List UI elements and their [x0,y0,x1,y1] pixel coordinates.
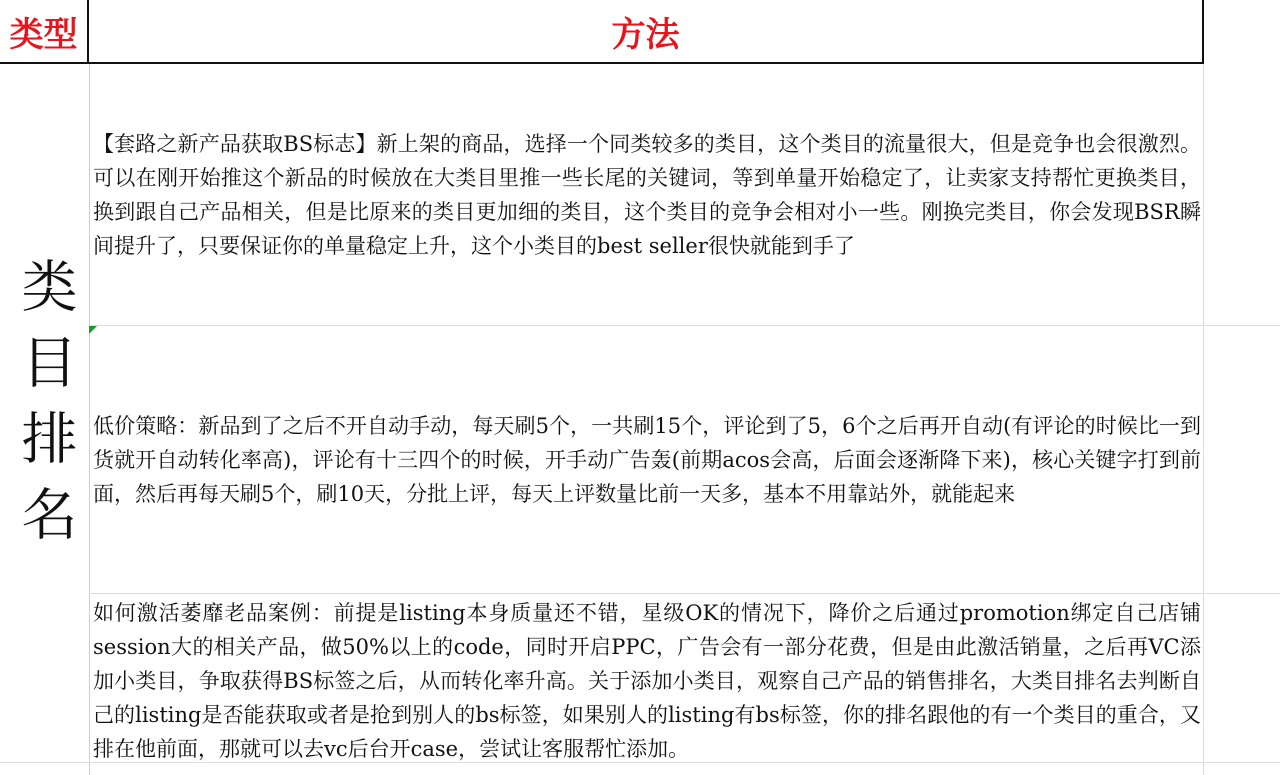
header-bottom-border [0,62,1204,64]
method-cell-1[interactable]: 【套路之新产品获取BS标志】新上架的商品，选择一个同类较多的类目，这个类目的流量很大，但是竞争也会很激烈。可以在刚开始推这个新品的时候放在大类目里推一些长尾的关键词，等到单量开始稳定了，让卖家支持帮忙更换类目，换到跟自己产品相关，但是比原来的类目更加细的类目，这个类目的竞争会相对小一些。刚换完类目，你会发现BSR瞬间提升了，只要保证你的单量稳定上升，这个小类目的best seller很快就能到手了 [93,132,1201,258]
header-method-label: 方法 [611,14,680,55]
row-divider-2 [89,593,1280,594]
comment-indicator-icon[interactable] [89,326,97,334]
category-text: 类目排名 [12,257,78,561]
row-divider-1 [89,325,1280,326]
column-divider-method [1203,64,1204,775]
header-method-cell[interactable] [89,0,1204,62]
column-divider-type [89,64,90,775]
header-type-cell[interactable] [0,0,89,62]
category-cell[interactable] [0,63,89,775]
header-type-label: 类型 [9,14,78,55]
method-cell-2[interactable]: 低价策略：新品到了之后不开自动手动，每天刷5个，一共刷15个，评论到了5，6个之后再开自动(有评论的时候比一到货就开自动转化率高)，评论有十三四个的时候，开手动广告轰(前期acos会高，后面会逐渐降下来)，核心关键字打到前面，然后再每天刷5个，刷10天，分批上评，每天上评数量比前一天多，基本不用靠站外，就能起来 [93,414,1201,506]
method-cell-3[interactable]: 如何激活萎靡老品案例：前提是listing本身质量还不错，星级OK的情况下，降价之后通过promotion绑定自己店铺session大的相关产品，做50%以上的code，同时开启PPC，广告会有一部分花费，但是由此激活销量，之后再VC添加小类目，争取获得BS标签之后，从而转化率升高。关于添加小类目，观察自己产品的销售排名，大类目排名去判断自己的listing是否能获取或者是抢到别人的bs标签，如果别人的listing有bs标签，你的排名跟他的有一个类目的重合，又排在他前面，那就可以去vc后台开case，尝试让客服帮忙添加。 [93,601,1201,761]
